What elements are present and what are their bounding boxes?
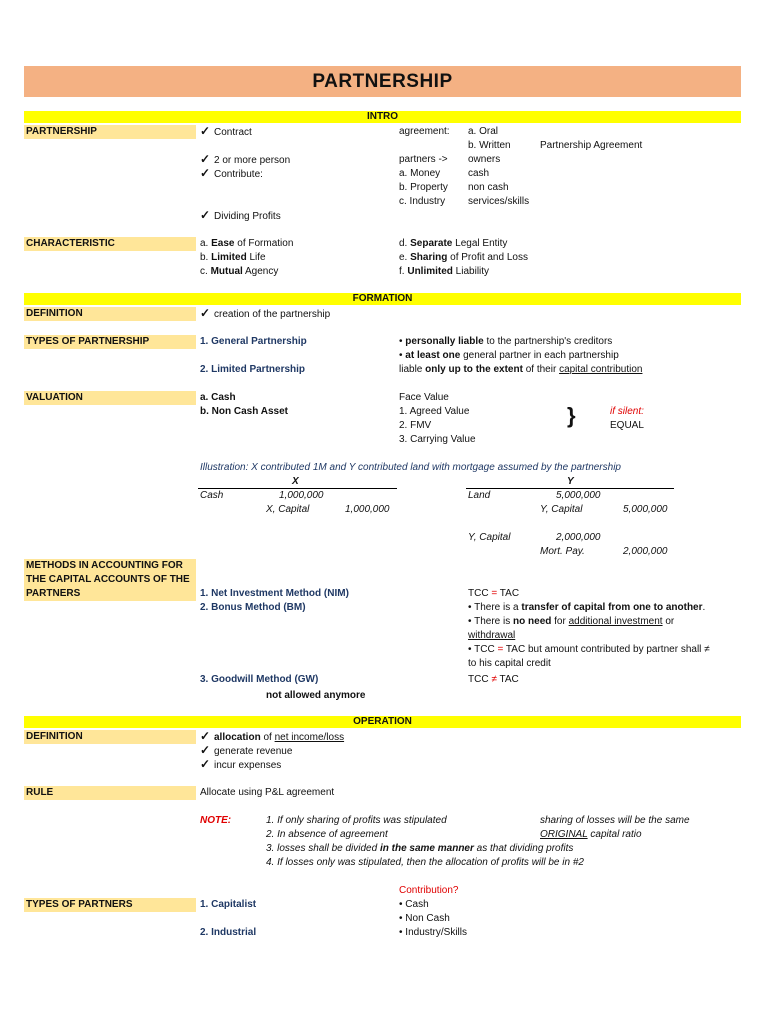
partner-capitalist: 1. Capitalist bbox=[200, 899, 257, 910]
check-icon: ✓ bbox=[200, 757, 211, 771]
intro-item-dividing: ✓ Dividing Profits bbox=[200, 208, 281, 222]
bm-withdrawal: withdrawal bbox=[468, 630, 516, 641]
check-icon: ✓ bbox=[200, 124, 211, 138]
agreement-oral: a. Oral bbox=[468, 126, 499, 137]
contrib-property-value: non cash bbox=[468, 182, 509, 193]
op-allocation: ✓ allocation of net income/loss bbox=[200, 729, 345, 743]
y-land-amount: 5,000,000 bbox=[556, 490, 601, 501]
gp-liability: • personally liable to the partnership's creditors bbox=[399, 336, 613, 347]
partner-industrial: 2. Industrial bbox=[200, 927, 257, 938]
contrib-money-value: cash bbox=[468, 168, 490, 179]
intro-item-contribute: ✓ Contribute: bbox=[200, 166, 263, 180]
agreement-written: b. Written bbox=[468, 140, 511, 151]
section-header-intro: INTRO bbox=[24, 111, 741, 123]
note-3: 3. losses shall be divided in the same manner as that dividing profits bbox=[266, 843, 574, 854]
op-revenue: ✓ generate revenue bbox=[200, 743, 293, 757]
check-icon: ✓ bbox=[200, 306, 211, 320]
char-ease: a. Ease of Formation bbox=[200, 238, 294, 249]
contrib-cash: • Cash bbox=[399, 899, 429, 910]
char-mutual: c. Mutual Agency bbox=[200, 266, 279, 277]
x-cash: Cash bbox=[200, 490, 224, 501]
y-capital-2: Y, Capital bbox=[468, 532, 511, 543]
char-separate: d. Separate Legal Entity bbox=[399, 238, 508, 249]
contrib-noncash: • Non Cash bbox=[399, 913, 450, 924]
valuation-noncash: b. Non Cash Asset bbox=[200, 406, 288, 417]
bm-transfer: • There is a transfer of capital from one to another. bbox=[468, 602, 706, 613]
y-land: Land bbox=[468, 490, 491, 501]
intro-item-contract: ✓ Contract bbox=[200, 124, 252, 138]
contribution-question: Contribution? bbox=[399, 885, 459, 896]
formation-definition: ✓ creation of the partnership bbox=[200, 306, 331, 320]
agreement-label: agreement: bbox=[399, 126, 450, 137]
brace-icon: } bbox=[567, 403, 576, 428]
op-expenses: ✓ incur expenses bbox=[200, 757, 282, 771]
x-cash-amount: 1,000,000 bbox=[279, 490, 324, 501]
if-silent: if silent: bbox=[610, 406, 644, 417]
gw-formula: TCC ≠ TAC bbox=[468, 674, 519, 685]
contrib-money: a. Money bbox=[399, 168, 441, 179]
char-limited: b. Limited Life bbox=[200, 252, 266, 263]
fmv: 2. FMV bbox=[399, 420, 432, 431]
note-4: 4. If losses only was stipulated, then the allocation of profits will be in #2 bbox=[266, 857, 584, 868]
note-1: 1. If only sharing of profits was stipulated bbox=[266, 815, 447, 826]
bm-capital-credit: to his capital credit bbox=[468, 658, 551, 669]
method-gw: 3. Goodwill Method (GW) bbox=[200, 674, 319, 685]
label-definition: DEFINITION bbox=[24, 307, 196, 321]
limited-partnership: 2. Limited Partnership bbox=[200, 364, 306, 375]
label-characteristic: CHARACTERISTIC bbox=[24, 237, 196, 251]
check-icon: ✓ bbox=[200, 152, 211, 166]
section-header-formation: FORMATION bbox=[24, 293, 741, 305]
original-ratio: ORIGINAL capital ratio bbox=[540, 829, 642, 840]
label-rule: RULE bbox=[24, 786, 196, 800]
label-partnership: PARTNERSHIP bbox=[24, 125, 196, 139]
partnership-agreement: Partnership Agreement bbox=[540, 140, 643, 151]
label-methods: METHODS IN ACCOUNTING FOR THE CAPITAL ACCOUNTS OF THE PARTNERS bbox=[24, 559, 196, 601]
method-nim: 1. Net Investment Method (NIM) bbox=[200, 588, 349, 599]
char-unlimited: f. Unlimited Liability bbox=[399, 266, 490, 277]
nim-formula: TCC = TAC bbox=[468, 588, 520, 599]
method-bm: 2. Bonus Method (BM) bbox=[200, 602, 306, 613]
label-valuation: VALUATION bbox=[24, 391, 196, 405]
y-capital-amount: 5,000,000 bbox=[623, 504, 668, 515]
contrib-industry-skills: • Industry/Skills bbox=[399, 927, 467, 938]
face-value: Face Value bbox=[399, 392, 449, 403]
sharing-losses: sharing of losses will be the same bbox=[540, 815, 690, 826]
carrying-value: 3. Carrying Value bbox=[399, 434, 476, 445]
y-capital: Y, Capital bbox=[540, 504, 583, 515]
t-account-x-heading: X bbox=[292, 476, 299, 487]
check-icon: ✓ bbox=[200, 208, 211, 222]
contrib-property: b. Property bbox=[399, 182, 448, 193]
equal-text: EQUAL bbox=[610, 420, 644, 431]
not-allowed: not allowed anymore bbox=[266, 690, 366, 701]
x-capital-amount: 1,000,000 bbox=[345, 504, 390, 515]
gp-at-least-one: • at least one general partner in each partnership bbox=[399, 350, 619, 361]
mortgage-payable-amount: 2,000,000 bbox=[623, 546, 668, 557]
label-operation-definition: DEFINITION bbox=[24, 730, 196, 744]
rule-text: Allocate using P&L agreement bbox=[200, 787, 335, 798]
contrib-industry: c. Industry bbox=[399, 196, 446, 207]
section-header-operation: OPERATION bbox=[24, 716, 741, 728]
lp-liability: liable only up to the extent of their capital contribution bbox=[399, 364, 643, 375]
x-capital: X, Capital bbox=[266, 504, 310, 515]
check-icon: ✓ bbox=[200, 166, 211, 180]
label-types-of-partnership: TYPES OF PARTNERSHIP bbox=[24, 335, 196, 349]
check-icon: ✓ bbox=[200, 743, 211, 757]
valuation-cash: a. Cash bbox=[200, 392, 236, 403]
y-capital-2-amount: 2,000,000 bbox=[556, 532, 601, 543]
t-account-y-heading: Y bbox=[567, 476, 574, 487]
partners-label: partners -> bbox=[399, 154, 448, 165]
intro-item-persons: ✓ 2 or more person bbox=[200, 152, 291, 166]
illustration-text: Illustration: X contributed 1M and Y contributed land with mortgage assumed by the partnership bbox=[200, 462, 621, 473]
check-icon: ✓ bbox=[200, 729, 211, 743]
bm-tcc-tac: • TCC = TAC but amount contributed by partner shall ≠ bbox=[468, 644, 710, 655]
owners-text: owners bbox=[468, 154, 501, 165]
agreed-value: 1. Agreed Value bbox=[399, 406, 470, 417]
char-sharing: e. Sharing of Profit and Loss bbox=[399, 252, 528, 263]
label-types-of-partners: TYPES OF PARTNERS bbox=[24, 898, 196, 912]
note-label: NOTE: bbox=[200, 815, 232, 826]
page-title: PARTNERSHIP bbox=[24, 66, 741, 97]
general-partnership: 1. General Partnership bbox=[200, 336, 307, 347]
bm-no-need: • There is no need for additional investment or bbox=[468, 616, 675, 627]
contrib-industry-value: services/skills bbox=[468, 196, 530, 207]
note-2: 2. In absence of agreement bbox=[266, 829, 388, 840]
mortgage-payable: Mort. Pay. bbox=[540, 546, 585, 557]
